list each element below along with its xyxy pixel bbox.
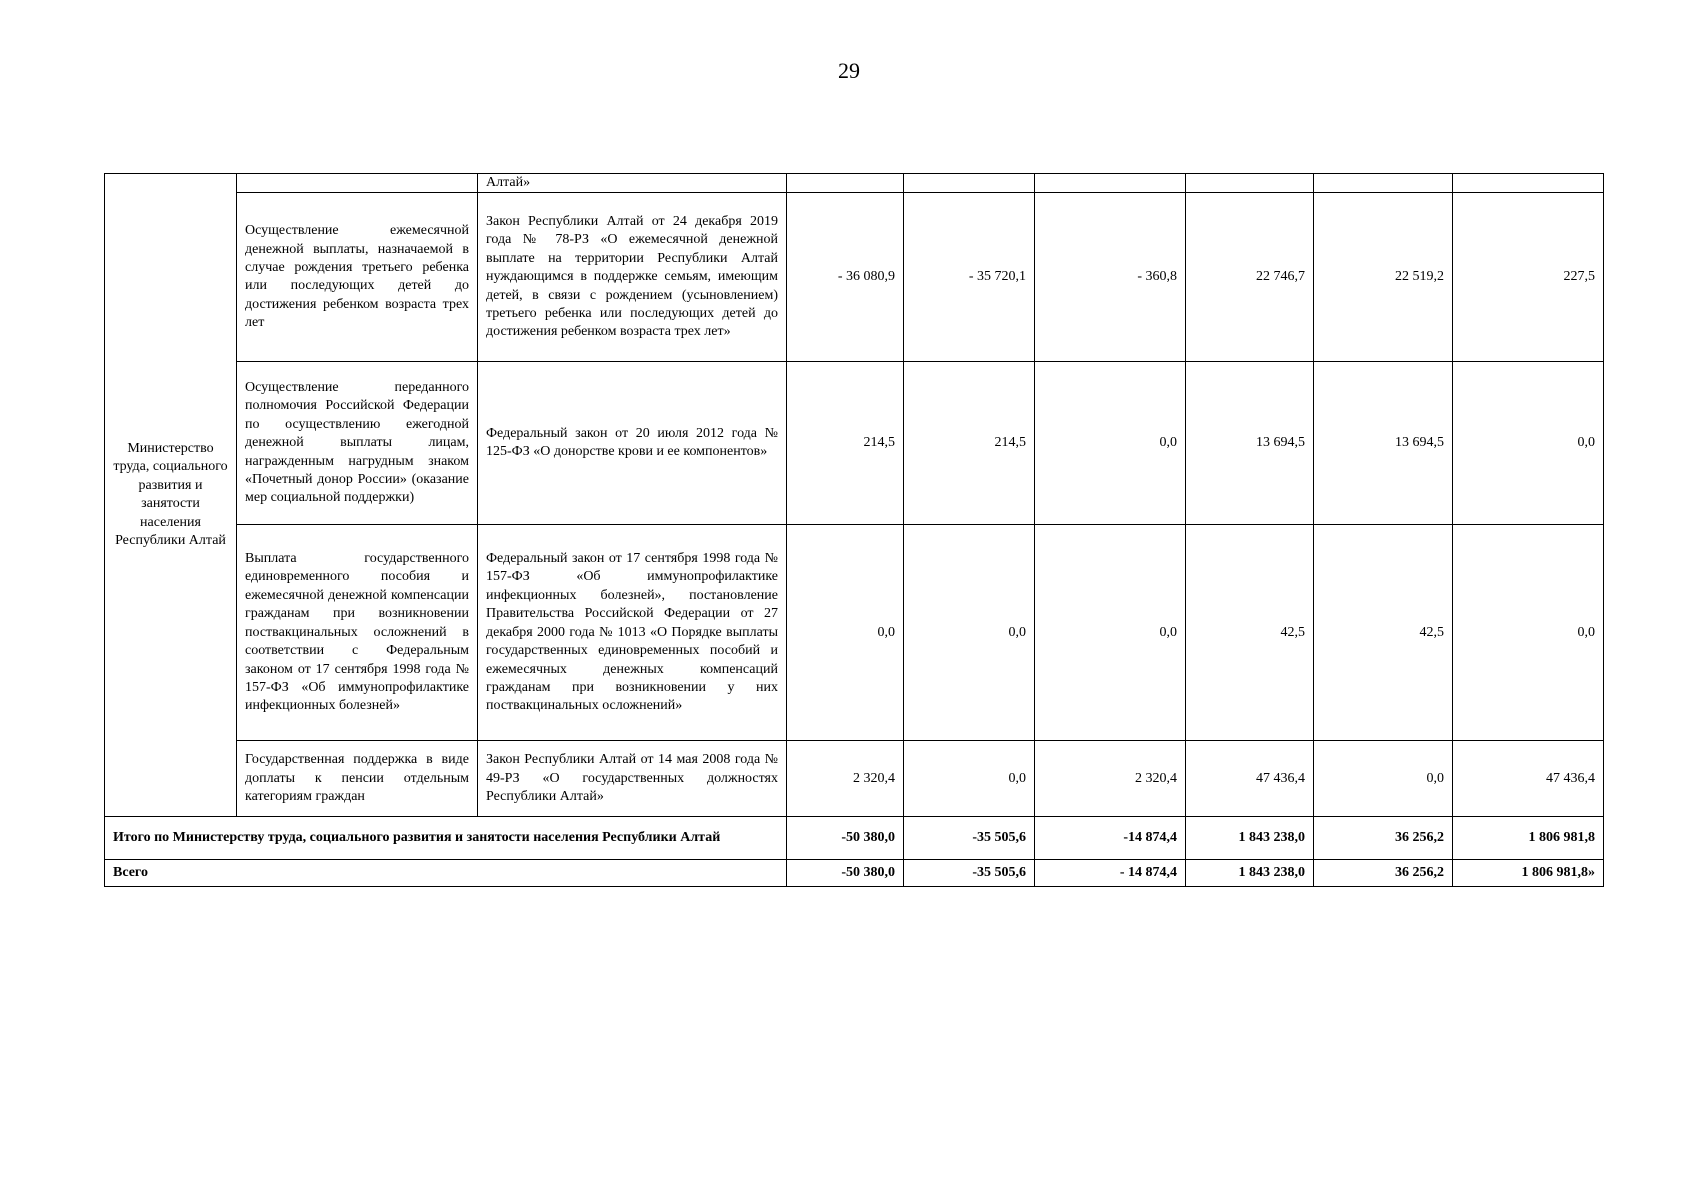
value-cell: - 360,8 xyxy=(1035,193,1186,362)
total-value-cell: 1 806 981,8 xyxy=(1453,817,1604,860)
value-cell: 0,0 xyxy=(1453,362,1604,525)
value-cell: 0,0 xyxy=(904,741,1035,817)
value-cell: 22 746,7 xyxy=(1186,193,1314,362)
value-cell xyxy=(787,174,904,193)
value-cell: 0,0 xyxy=(1314,741,1453,817)
value-cell: 0,0 xyxy=(904,525,1035,741)
law-cell: Федеральный закон от 20 июля 2012 года № 125-ФЗ «О донорстве крови и ее компонентов» xyxy=(478,362,787,525)
description-cell: Осуществление переданного полномочия Российской Федерации по осуществлению ежегодной денежной выплаты лицам, награжденным нагрудным знаком «Почетный донор России» (оказание мер социальной поддержки) xyxy=(237,362,478,525)
total-value-cell: 36 256,2 xyxy=(1314,860,1453,887)
value-cell: 42,5 xyxy=(1314,525,1453,741)
value-cell: 227,5 xyxy=(1453,193,1604,362)
organization-cell: Министерство труда, социального развития и занятости населения Республики Алтай xyxy=(105,174,237,817)
value-cell xyxy=(1314,174,1453,193)
table-row xyxy=(105,525,1604,741)
table-row xyxy=(105,174,1604,193)
total-value-cell: -14 874,4 xyxy=(1035,817,1186,860)
value-cell: 0,0 xyxy=(1035,362,1186,525)
value-cell: 13 694,5 xyxy=(1314,362,1453,525)
budget-table xyxy=(104,173,1604,887)
description-cell xyxy=(237,174,478,193)
value-cell xyxy=(1035,174,1186,193)
law-cell: Закон Республики Алтай от 14 мая 2008 года № 49-РЗ «О государственных должностях Республики Алтай» xyxy=(478,741,787,817)
value-cell xyxy=(1453,174,1604,193)
value-cell: 13 694,5 xyxy=(1186,362,1314,525)
total-value-cell: -50 380,0 xyxy=(787,860,904,887)
total-value-cell: 1 843 238,0 xyxy=(1186,860,1314,887)
description-cell: Осуществление ежемесячной денежной выплаты, назначаемой в случае рождения третьего ребенка или последующих детей до достижения ребенком возраста трех лет xyxy=(237,193,478,362)
table-row xyxy=(105,741,1604,817)
total-value-cell: 1 843 238,0 xyxy=(1186,817,1314,860)
value-cell: 47 436,4 xyxy=(1453,741,1604,817)
value-cell: 214,5 xyxy=(904,362,1035,525)
total-value-cell: 36 256,2 xyxy=(1314,817,1453,860)
grand-total-label: Всего xyxy=(105,860,787,887)
grand-total-row xyxy=(105,860,1604,887)
law-cell: Закон Республики Алтай от 24 декабря 2019 года № 78-РЗ «О ежемесячной денежной выплате на территории Республики Алтай нуждающимся в поддержке семьям, имеющим детей, в связи с рождением (усыновлением) третьего ребенка или последующих детей до достижения ребенком возраста трех лет» xyxy=(478,193,787,362)
description-cell: Государственная поддержка в виде доплаты к пенсии отдельным категориям граждан xyxy=(237,741,478,817)
page-number: 29 xyxy=(838,58,860,83)
law-cell: Федеральный закон от 17 сентября 1998 года № 157-ФЗ «Об иммунопрофилактике инфекционных болезней», постановление Правительства Российской Федерации от 27 декабря 2000 года № 1013 «О Порядке выплаты государственных единовременных пособий и ежемесячных денежных компенсаций гражданам при возникновении у них поствакцинальных осложнений» xyxy=(478,525,787,741)
value-cell: 214,5 xyxy=(787,362,904,525)
total-value-cell: -35 505,6 xyxy=(904,860,1035,887)
value-cell: 0,0 xyxy=(1453,525,1604,741)
value-cell: - 36 080,9 xyxy=(787,193,904,362)
value-cell: 0,0 xyxy=(1035,525,1186,741)
total-value-cell: - 14 874,4 xyxy=(1035,860,1186,887)
value-cell xyxy=(1186,174,1314,193)
value-cell: - 35 720,1 xyxy=(904,193,1035,362)
law-cell: Алтай» xyxy=(478,174,787,193)
subtotal-row xyxy=(105,817,1604,860)
value-cell: 47 436,4 xyxy=(1186,741,1314,817)
value-cell: 22 519,2 xyxy=(1314,193,1453,362)
table-row xyxy=(105,193,1604,362)
value-cell: 2 320,4 xyxy=(787,741,904,817)
subtotal-label: Итого по Министерству труда, социального развития и занятости населения Республики Алтай xyxy=(105,817,787,860)
value-cell: 0,0 xyxy=(787,525,904,741)
total-value-cell: -50 380,0 xyxy=(787,817,904,860)
table-row xyxy=(105,362,1604,525)
total-value-cell: -35 505,6 xyxy=(904,817,1035,860)
description-cell: Выплата государственного единовременного пособия и ежемесячной денежной компенсации гражданам при возникновении поствакцинальных осложнений в соответствии с Федеральным законом от 17 сентября 1998 года № 157-ФЗ «Об иммунопрофилактике инфекционных болезней» xyxy=(237,525,478,741)
value-cell: 2 320,4 xyxy=(1035,741,1186,817)
total-value-cell: 1 806 981,8» xyxy=(1453,860,1604,887)
value-cell: 42,5 xyxy=(1186,525,1314,741)
value-cell xyxy=(904,174,1035,193)
